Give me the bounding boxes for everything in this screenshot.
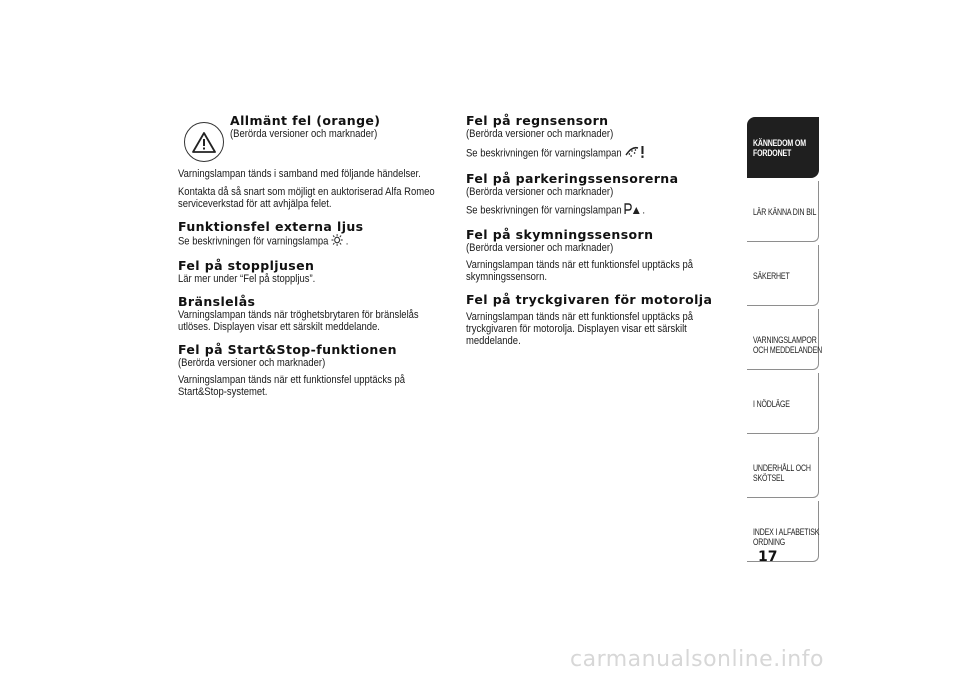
general-fault-header — [178, 114, 440, 160]
paragraph: Varningslampan tänds när ett funktionsfel upptäcks på tryckgivaren för motorolja. Displayen visar ett särskilt meddelande. — [466, 311, 694, 347]
paragraph: Varningslampan tänds i samband med följande händelser. — [178, 168, 421, 180]
text-before-icon: Se beskrivningen för varningslampan — [466, 204, 622, 217]
section-subtitle: (Berörda versioner och marknader) — [178, 357, 326, 369]
tab-sakerhet[interactable] — [747, 245, 819, 306]
text-after-icon: . — [642, 204, 646, 217]
tab-label: LÄR KÄNNA DIN BIL — [753, 207, 817, 217]
tab-label: UNDERHÅLL OCH — [753, 463, 811, 473]
paragraph: Varningslampan tänds när tröghetsbrytaren för bränslelås utlöses. Displayen visar ett särskilt meddelande. — [178, 309, 419, 333]
tab-label: SKÖTSEL — [753, 472, 785, 483]
paragraph — [178, 234, 439, 249]
parking-sensor-icon — [624, 203, 639, 218]
tab-kannedom-om-fordonet[interactable] — [747, 117, 819, 178]
section-subtitle: (Berörda versioner och marknader) — [466, 128, 614, 140]
paragraph: Varningslampan tänds när ett funktionsfel upptäcks på Start&Stop-systemet. — [178, 374, 406, 398]
paragraph — [466, 145, 741, 162]
paragraph — [466, 203, 741, 218]
section-title: Fel på parkeringssensorerna — [466, 171, 679, 186]
exterior-light-icon — [331, 234, 343, 249]
paragraph: Varningslampan tänds när ett funktionsfel upptäcks på skymningssensorn. — [466, 259, 694, 283]
rain-sensor-icon — [624, 145, 645, 162]
left-column — [178, 114, 440, 398]
section-title: Allmänt fel (orange) — [230, 113, 381, 128]
watermark: carmanualsonline.info — [570, 647, 824, 672]
section-title: Fel på stoppljusen — [178, 258, 315, 273]
section-title: Fel på tryckgivaren för motorolja — [466, 292, 713, 307]
tab-label: KÄNNEDOM OM — [753, 138, 806, 148]
section-subtitle: (Berörda versioner och marknader) — [230, 128, 378, 140]
tab-i-nodlage[interactable] — [747, 373, 819, 434]
section-subtitle: (Berörda versioner och marknader) — [466, 242, 614, 254]
tab-label: OCH MEDDELANDEN — [753, 344, 823, 355]
tab-lar-kanna-din-bil[interactable] — [747, 181, 819, 242]
page-number: 17 — [758, 549, 778, 565]
section-subtitle: (Berörda versioner och marknader) — [466, 186, 614, 198]
section-title: Bränslelås — [178, 294, 256, 309]
paragraph: Lär mer under “Fel på stoppljus”. — [178, 273, 316, 285]
tab-varningslampor[interactable] — [747, 309, 823, 370]
warning-triangle-icon — [184, 122, 224, 162]
section-title: Fel på Start&Stop-funktionen — [178, 342, 397, 357]
section-title: Fel på regnsensorn — [466, 113, 609, 128]
tab-label: VARNINGSLAMPOR — [753, 335, 817, 345]
section-title: Funktionsfel externa ljus — [178, 219, 364, 234]
chapter-tabs — [747, 117, 823, 565]
tab-label: FORDONET — [753, 147, 792, 158]
tab-label: ORDNING — [753, 536, 786, 547]
text-before-icon: Se beskrivningen för varningslampan — [466, 147, 622, 160]
tab-underhall-och-skotsel[interactable] — [747, 437, 819, 498]
tab-label: INDEX I ALFABETISK — [753, 527, 820, 537]
tab-label: SÄKERHET — [753, 271, 790, 281]
paragraph: Kontakta då så snart som möjligt en auktoriserad Alfa Romeo serviceverkstad för att avhjälpa felet. — [178, 186, 435, 210]
text-before-icon: Se beskrivningen för varningslampa — [178, 235, 329, 248]
right-column — [466, 114, 742, 347]
text-after-icon: . — [345, 235, 349, 248]
tab-label: I NÖDLÄGE — [753, 399, 790, 409]
section-title: Fel på skymningssensorn — [466, 227, 654, 242]
